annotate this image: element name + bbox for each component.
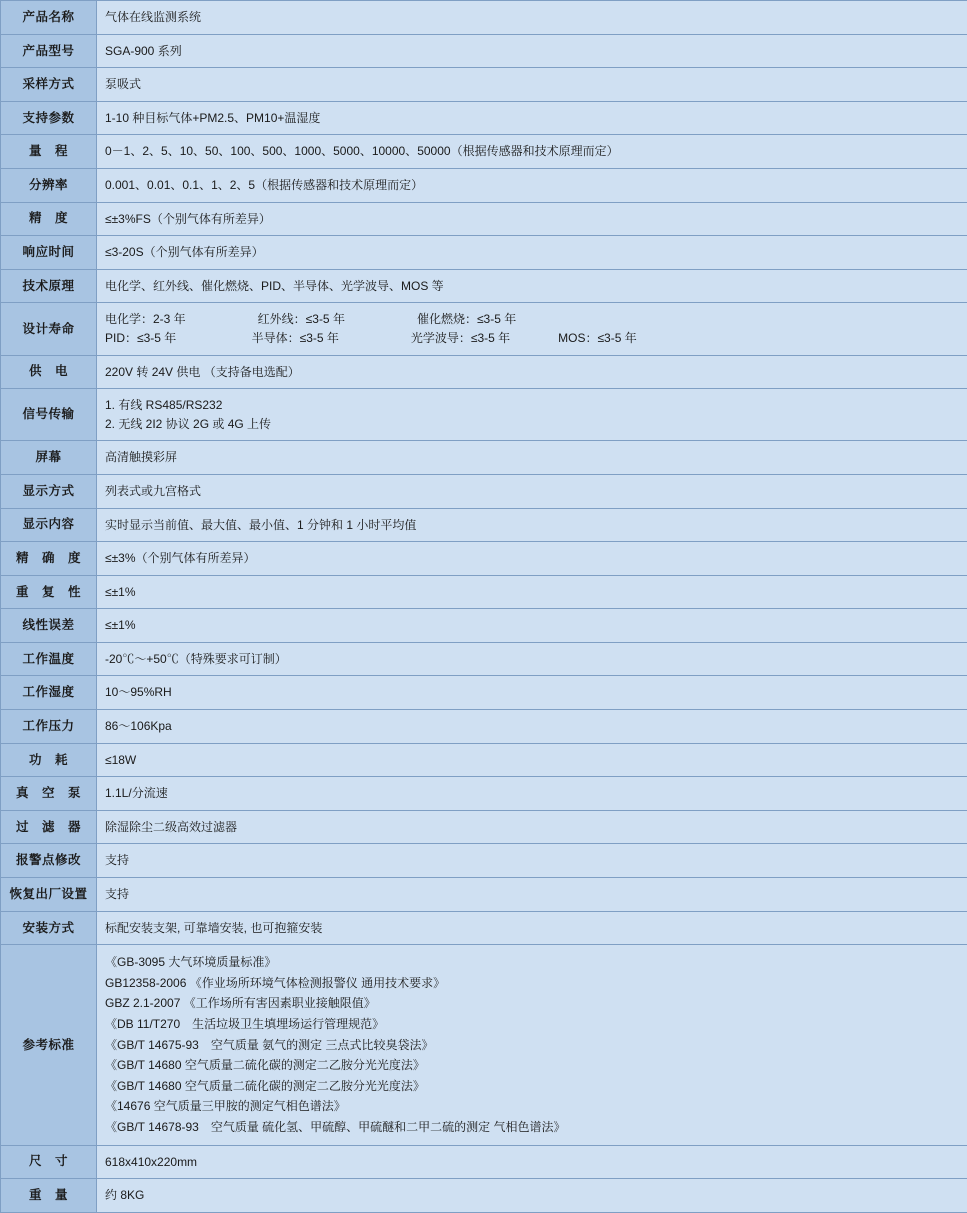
spec-value-cell	[97, 474, 967, 508]
spec-value-cell	[97, 1179, 967, 1213]
spec-value-line: 高清触摸彩屏	[105, 448, 959, 467]
spec-value-line: 《GB-3095 大气环境质量标准》	[105, 952, 959, 973]
table-row	[1, 303, 967, 355]
spec-label-cell: 工作压力	[1, 710, 97, 744]
spec-label-cell: 重 复 性	[1, 575, 97, 609]
spec-value-cell	[97, 911, 967, 945]
spec-value-line: 《GB/T 14678-93 空气质量 硫化氢、甲硫醇、甲硫醚和二甲二硫的测定 气相色谱法》	[105, 1117, 959, 1138]
spec-value-line: 1.1L/分流速	[105, 784, 959, 803]
spec-value-line: 实时显示当前值、最大值、最小值、1 分钟和 1 小时平均值	[105, 516, 959, 535]
spec-value-cell	[97, 68, 967, 102]
spec-value-cell	[97, 642, 967, 676]
table-row	[1, 642, 967, 676]
spec-value-cell	[97, 710, 967, 744]
table-row	[1, 355, 967, 389]
table-row	[1, 236, 967, 270]
spec-label-cell: 显示内容	[1, 508, 97, 542]
spec-value-cell	[97, 303, 967, 355]
spec-value-line: 0.001、0.01、0.1、1、2、5（根据传感器和技术原理而定）	[105, 176, 959, 195]
spec-label-cell: 恢复出厂设置	[1, 878, 97, 912]
spec-value-line: 泵吸式	[105, 75, 959, 94]
spec-label-cell: 工作温度	[1, 642, 97, 676]
spec-label-cell: 产品名称	[1, 1, 97, 35]
spec-value-line: 支持	[105, 885, 959, 904]
table-row	[1, 542, 967, 576]
spec-value-line: 《GB/T 14680 空气质量二硫化碳的测定二乙胺分光光度法》	[105, 1055, 959, 1076]
table-row	[1, 844, 967, 878]
spec-label-cell: 线性误差	[1, 609, 97, 643]
spec-value-line: 《GB/T 14680 空气质量二硫化碳的测定二乙胺分光光度法》	[105, 1076, 959, 1097]
spec-value-line: 1-10 种目标气体+PM2.5、PM10+温湿度	[105, 109, 959, 128]
table-row	[1, 202, 967, 236]
table-row	[1, 474, 967, 508]
spec-value-cell	[97, 168, 967, 202]
table-row	[1, 508, 967, 542]
spec-value-line: 气体在线监测系统	[105, 8, 959, 27]
spec-label-cell: 安装方式	[1, 911, 97, 945]
spec-value-line: 《14676 空气质量三甲胺的测定气相色谱法》	[105, 1096, 959, 1117]
spec-value-line: 86～106Kpa	[105, 717, 959, 736]
spec-value-line: 10～95%RH	[105, 683, 959, 702]
table-row	[1, 878, 967, 912]
spec-label-cell: 显示方式	[1, 474, 97, 508]
spec-label-cell: 真 空 泵	[1, 777, 97, 811]
table-row	[1, 168, 967, 202]
spec-value-line: 支持	[105, 851, 959, 870]
spec-value-line: ≤±1%	[105, 583, 959, 602]
spec-value-line: GBZ 2.1-2007 《工作场所有害因素职业接触限值》	[105, 993, 959, 1014]
spec-value-cell	[97, 34, 967, 68]
spec-label-cell: 工作湿度	[1, 676, 97, 710]
spec-label-cell: 参考标准	[1, 945, 97, 1145]
spec-value-line: 电化学：2-3 年 红外线：≤3-5 年 催化燃烧：≤3-5 年	[105, 310, 959, 329]
spec-label-cell: 产品型号	[1, 34, 97, 68]
spec-value-cell	[97, 810, 967, 844]
table-row	[1, 710, 967, 744]
spec-value-line: 标配安装支架, 可靠墙安装, 也可抱箍安装	[105, 919, 959, 938]
spec-value-cell	[97, 743, 967, 777]
spec-value-line: 220V 转 24V 供电 （支持备电选配）	[105, 363, 959, 382]
spec-label-cell: 量 程	[1, 135, 97, 169]
table-row	[1, 68, 967, 102]
spec-value-cell	[97, 676, 967, 710]
spec-value-cell	[97, 777, 967, 811]
spec-value-line: 电化学、红外线、催化燃烧、PID、半导体、光学波导、MOS 等	[105, 277, 959, 296]
spec-label-cell: 尺 寸	[1, 1145, 97, 1179]
spec-value-cell	[97, 269, 967, 303]
spec-value-line: 《GB/T 14675-93 空气质量 氨气的测定 三点式比较臭袋法》	[105, 1035, 959, 1056]
table-row	[1, 676, 967, 710]
spec-label-cell: 分辨率	[1, 168, 97, 202]
spec-value-line: ≤±3%（个别气体有所差异）	[105, 549, 959, 568]
table-row	[1, 1, 967, 35]
spec-label-cell: 支持参数	[1, 101, 97, 135]
spec-value-line: GB12358-2006 《作业场所环境气体检测报警仪 通用技术要求》	[105, 973, 959, 994]
table-row	[1, 34, 967, 68]
spec-value-cell	[97, 355, 967, 389]
spec-value-line: 列表式或九宫格式	[105, 482, 959, 501]
table-row	[1, 777, 967, 811]
spec-value-line: 618x410x220mm	[105, 1153, 959, 1172]
table-row	[1, 911, 967, 945]
spec-value-line: PID：≤3-5 年 半导体：≤3-5 年 光学波导：≤3-5 年 MOS：≤3-5 年	[105, 329, 959, 348]
table-row	[1, 575, 967, 609]
spec-value-cell	[97, 945, 967, 1145]
spec-label-cell: 重 量	[1, 1179, 97, 1213]
spec-value-line: 约 8KG	[105, 1186, 959, 1205]
spec-value-cell	[97, 101, 967, 135]
spec-value-line: ≤±1%	[105, 616, 959, 635]
spec-label-cell: 过 滤 器	[1, 810, 97, 844]
spec-value-cell	[97, 1145, 967, 1179]
table-row	[1, 135, 967, 169]
spec-value-line: 除湿除尘二级高效过滤器	[105, 818, 959, 837]
spec-value-line: 0－1、2、5、10、50、100、500、1000、5000、10000、50000（根据传感器和技术原理而定）	[105, 142, 959, 161]
table-row	[1, 269, 967, 303]
spec-value-cell	[97, 609, 967, 643]
spec-value-cell	[97, 202, 967, 236]
spec-label-cell: 采样方式	[1, 68, 97, 102]
table-row	[1, 101, 967, 135]
spec-value-cell	[97, 441, 967, 475]
spec-value-cell	[97, 542, 967, 576]
table-row	[1, 810, 967, 844]
spec-value-cell	[97, 575, 967, 609]
table-row	[1, 1179, 967, 1213]
spec-label-cell: 响应时间	[1, 236, 97, 270]
spec-value-cell	[97, 844, 967, 878]
spec-value-cell	[97, 389, 967, 441]
spec-label-cell: 供 电	[1, 355, 97, 389]
spec-value-line: 《DB 11/T270 生活垃圾卫生填埋场运行管理规范》	[105, 1014, 959, 1035]
spec-value-line: ≤3-20S（个别气体有所差异）	[105, 243, 959, 262]
spec-value-cell	[97, 1, 967, 35]
spec-label-cell: 精 确 度	[1, 542, 97, 576]
spec-label-cell: 精 度	[1, 202, 97, 236]
spec-value-line: 2. 无线 2I2 协议 2G 或 4G 上传	[105, 415, 959, 434]
spec-table-body	[1, 1, 967, 1213]
table-row	[1, 441, 967, 475]
spec-label-cell: 信号传输	[1, 389, 97, 441]
spec-value-line: -20℃～+50℃（特殊要求可订制）	[105, 650, 959, 669]
table-row	[1, 609, 967, 643]
spec-value-cell	[97, 508, 967, 542]
spec-value-cell	[97, 236, 967, 270]
spec-value-line: 1. 有线 RS485/RS232	[105, 396, 959, 415]
spec-label-cell: 功 耗	[1, 743, 97, 777]
spec-value-line: SGA-900 系列	[105, 42, 959, 61]
spec-label-cell: 报警点修改	[1, 844, 97, 878]
table-row	[1, 1145, 967, 1179]
table-row	[1, 945, 967, 1145]
table-row	[1, 389, 967, 441]
spec-label-cell: 设计寿命	[1, 303, 97, 355]
spec-value-cell	[97, 878, 967, 912]
table-row	[1, 743, 967, 777]
spec-value-line: ≤18W	[105, 751, 959, 770]
spec-value-cell	[97, 135, 967, 169]
spec-label-cell: 技术原理	[1, 269, 97, 303]
spec-label-cell: 屏幕	[1, 441, 97, 475]
spec-value-line: ≤±3%FS（个别气体有所差异）	[105, 210, 959, 229]
